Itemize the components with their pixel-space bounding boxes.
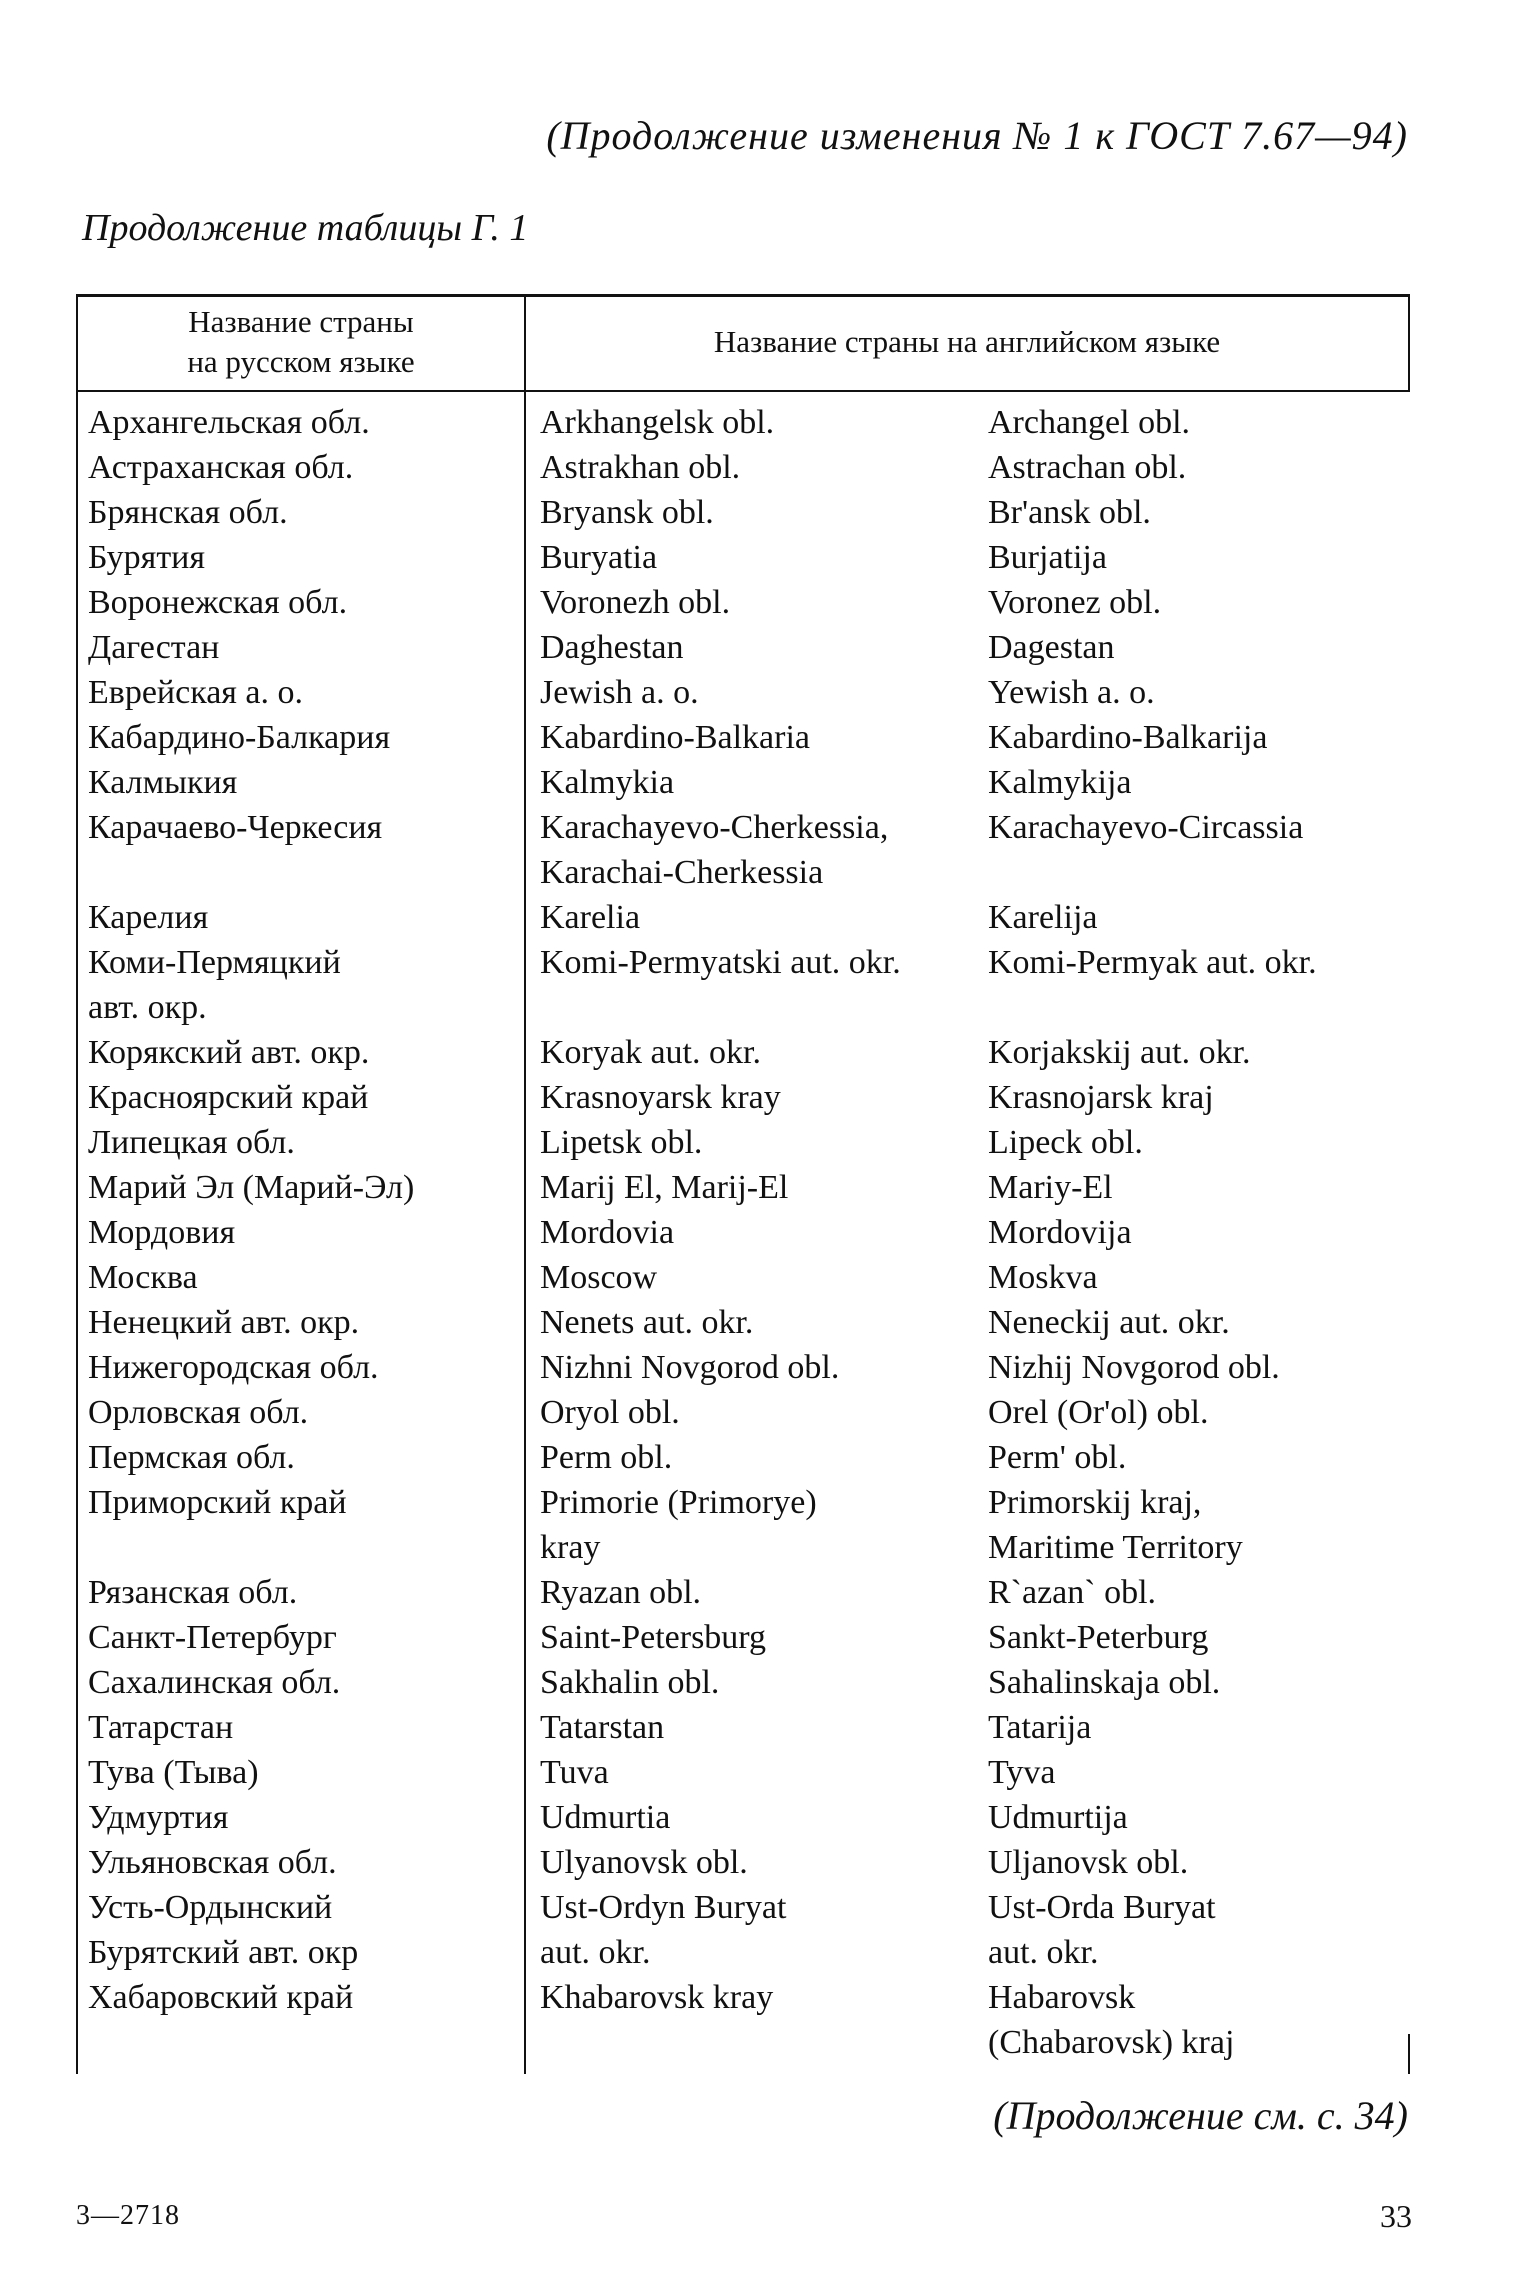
cell-transliterated-name: Dagestan — [988, 629, 1115, 666]
table-row — [76, 535, 1410, 580]
cell-transliterated-name: Kabardino-Balkarija — [988, 719, 1268, 756]
cell-russian-name: Карачаево-Черкесия — [88, 809, 383, 846]
cell-transliterated-name: Orel (Or'ol) obl. — [988, 1394, 1209, 1431]
cell-english-name: Komi-Permyatski aut. okr. — [540, 944, 901, 981]
cell-russian-name: Марий Эл (Марий-Эл) — [88, 1169, 415, 1206]
cell-english-name: Koryak aut. okr. — [540, 1034, 761, 1071]
table-header-rule — [76, 390, 1410, 392]
cell-russian-name: Татарстан — [88, 1709, 234, 1746]
cell-transliterated-name: Habarovsk (Chabarovsk) kraj — [988, 1979, 1235, 2061]
cell-english-name: Saint-Petersburg — [540, 1619, 767, 1656]
cell-transliterated-name: Primorskij kraj, Maritime Territory — [988, 1484, 1243, 1566]
cell-english-name: Jewish a. o. — [540, 674, 699, 711]
cell-transliterated-name: Sahalinskaja obl. — [988, 1664, 1221, 1701]
cell-russian-name: Мордовия — [88, 1214, 236, 1251]
cell-transliterated-name: Lipeck obl. — [988, 1124, 1143, 1161]
cell-russian-name: Корякский авт. окр. — [88, 1034, 370, 1071]
cell-transliterated-name: Kalmykija — [988, 764, 1132, 801]
column-header-english: Название страны на английском языке — [713, 324, 1221, 359]
table-row — [76, 625, 1410, 670]
table-row — [76, 1795, 1410, 1840]
cell-russian-name: Сахалинская обл. — [88, 1664, 341, 1701]
cell-transliterated-name: Nizhij Novgorod obl. — [988, 1349, 1280, 1386]
cell-english-name: Kalmykia — [540, 764, 675, 801]
cell-russian-name: Москва — [88, 1259, 198, 1296]
cell-english-name: Nenets aut. okr. — [540, 1304, 754, 1341]
cell-transliterated-name: Udmurtija — [988, 1799, 1128, 1836]
cell-english-name: Mordovia — [540, 1214, 675, 1251]
table-row — [76, 670, 1410, 715]
table-row — [76, 1570, 1410, 1615]
cell-transliterated-name: Mordovija — [988, 1214, 1132, 1251]
cell-russian-name: Хабаровский край — [88, 1979, 354, 2016]
table-row — [76, 1660, 1410, 1705]
cell-transliterated-name: Karachayevo-Circassia — [988, 809, 1304, 846]
cell-english-name: Karelia — [540, 899, 641, 936]
table-row — [76, 715, 1410, 760]
table-row — [76, 1120, 1410, 1165]
cell-russian-name: Липецкая обл. — [88, 1124, 295, 1161]
continuation-note: (Продолжение изменения № 1 к ГОСТ 7.67—94) — [546, 113, 1408, 158]
table-top-rule — [76, 294, 1410, 297]
cell-russian-name: Ненецкий авт. окр. — [88, 1304, 360, 1341]
cell-russian-name: Приморский край — [88, 1484, 347, 1521]
document-code: 3—2718 — [76, 2200, 180, 2231]
cell-english-name: Nizhni Novgorod obl. — [540, 1349, 840, 1386]
table-row — [76, 1750, 1410, 1795]
cell-russian-name: Воронежская обл. — [88, 584, 348, 621]
cell-russian-name: Усть-Ордынский Бурятский авт. окр — [88, 1889, 359, 1971]
table-row — [76, 1435, 1410, 1480]
cell-transliterated-name: Korjakskij aut. okr. — [988, 1034, 1251, 1071]
cell-russian-name: Еврейская а. о. — [88, 674, 304, 711]
cell-russian-name: Ульяновская обл. — [88, 1844, 337, 1881]
table-row — [76, 580, 1410, 625]
cell-transliterated-name: Neneckij aut. okr. — [988, 1304, 1230, 1341]
cell-transliterated-name: Tyva — [988, 1754, 1056, 1791]
table-row — [76, 1480, 1410, 1570]
cell-transliterated-name: Astrachan obl. — [988, 449, 1187, 486]
cell-russian-name: Санкт-Петербург — [88, 1619, 337, 1656]
cell-transliterated-name: Karelija — [988, 899, 1098, 936]
cell-transliterated-name: Komi-Permyak aut. okr. — [988, 944, 1317, 981]
table-body — [76, 400, 1410, 2065]
cell-transliterated-name: Sankt-Peterburg — [988, 1619, 1209, 1656]
cell-english-name: Ust-Ordyn Buryat aut. okr. — [540, 1889, 787, 1971]
table-row — [76, 1885, 1410, 1975]
table-row — [76, 1075, 1410, 1120]
cell-english-name: Udmurtia — [540, 1799, 671, 1836]
cell-russian-name: Астраханская обл. — [88, 449, 354, 486]
cell-english-name: Karachayevo-Cherkessia, Karachai-Cherkessia — [540, 809, 889, 891]
table-row — [76, 1300, 1410, 1345]
table-caption: Продолжение таблицы Г. 1 — [82, 207, 529, 249]
table-row — [76, 1705, 1410, 1750]
cell-transliterated-name: R`azan` obl. — [988, 1574, 1157, 1611]
table-row — [76, 1210, 1410, 1255]
cell-russian-name: Пермская обл. — [88, 1439, 295, 1476]
cell-english-name: Lipetsk obl. — [540, 1124, 703, 1161]
cell-english-name: Oryol obl. — [540, 1394, 680, 1431]
cell-english-name: Buryatia — [540, 539, 658, 576]
cell-english-name: Voronezh obl. — [540, 584, 731, 621]
table-row — [76, 1030, 1410, 1075]
table-row — [76, 1165, 1410, 1210]
table-row — [76, 940, 1410, 1030]
table-row — [76, 805, 1410, 895]
table-row — [76, 1390, 1410, 1435]
table-row — [76, 760, 1410, 805]
cell-russian-name: Удмуртия — [88, 1799, 229, 1836]
cell-russian-name: Кабардино-Балкария — [88, 719, 391, 756]
cell-english-name: Bryansk obl. — [540, 494, 714, 531]
table-row — [76, 1345, 1410, 1390]
cell-transliterated-name: Tatarija — [988, 1709, 1092, 1746]
continued-note: (Продолжение см. с. 34) — [993, 2093, 1408, 2138]
cell-transliterated-name: Yewish a. o. — [988, 674, 1155, 711]
cell-english-name: Primorie (Primorye) kray — [540, 1484, 817, 1566]
cell-russian-name: Бурятия — [88, 539, 206, 576]
cell-english-name: Perm obl. — [540, 1439, 673, 1476]
cell-english-name: Tuva — [540, 1754, 609, 1791]
cell-russian-name: Рязанская обл. — [88, 1574, 298, 1611]
cell-english-name: Krasnoyarsk kray — [540, 1079, 781, 1116]
cell-english-name: Astrakhan obl. — [540, 449, 741, 486]
cell-russian-name: Тува (Тыва) — [88, 1754, 259, 1791]
cell-english-name: Marij El, Marij-El — [540, 1169, 789, 1206]
cell-english-name: Ulyanovsk obl. — [540, 1844, 748, 1881]
table-row — [76, 1840, 1410, 1885]
cell-english-name: Kabardino-Balkaria — [540, 719, 810, 756]
country-names-table — [76, 294, 1410, 2074]
table-row — [76, 1255, 1410, 1300]
cell-transliterated-name: Burjatija — [988, 539, 1107, 576]
cell-transliterated-name: Archangel obl. — [988, 404, 1191, 441]
table-row — [76, 445, 1410, 490]
cell-russian-name: Калмыкия — [88, 764, 238, 801]
table-row — [76, 895, 1410, 940]
cell-transliterated-name: Voronez obl. — [988, 584, 1162, 621]
cell-english-name: Ryazan obl. — [540, 1574, 702, 1611]
cell-russian-name: Брянская обл. — [88, 494, 288, 531]
table-row — [76, 490, 1410, 535]
cell-russian-name: Коми-Пермяцкий авт. окр. — [88, 944, 341, 1026]
table-row — [76, 1615, 1410, 1660]
cell-english-name: Arkhangelsk obl. — [540, 404, 775, 441]
column-header-russian: Название страны на русском языке — [187, 304, 415, 379]
table-row — [76, 1975, 1410, 2065]
cell-russian-name: Архангельская обл. — [88, 404, 370, 441]
cell-english-name: Sakhalin obl. — [540, 1664, 720, 1701]
cell-english-name: Tatarstan — [540, 1709, 665, 1746]
cell-transliterated-name: Br'ansk obl. — [988, 494, 1151, 531]
cell-transliterated-name: Krasnojarsk kraj — [988, 1079, 1214, 1116]
cell-russian-name: Красноярский край — [88, 1079, 369, 1116]
cell-transliterated-name: Ust-Orda Buryat aut. okr. — [988, 1889, 1216, 1971]
cell-transliterated-name: Moskva — [988, 1259, 1098, 1296]
page-number: 33 — [1380, 2198, 1412, 2234]
cell-russian-name: Карелия — [88, 899, 209, 936]
cell-english-name: Moscow — [540, 1259, 658, 1296]
table-right-border-head — [1408, 294, 1410, 392]
cell-transliterated-name: Perm' obl. — [988, 1439, 1127, 1476]
cell-transliterated-name: Mariy-El — [988, 1169, 1113, 1206]
cell-russian-name: Нижегородская обл. — [88, 1349, 379, 1386]
cell-russian-name: Дагестан — [88, 629, 220, 666]
cell-russian-name: Орловская обл. — [88, 1394, 309, 1431]
table-row — [76, 400, 1410, 445]
cell-english-name: Khabarovsk kray — [540, 1979, 774, 2016]
cell-transliterated-name: Uljanovsk obl. — [988, 1844, 1189, 1881]
cell-english-name: Daghestan — [540, 629, 684, 666]
